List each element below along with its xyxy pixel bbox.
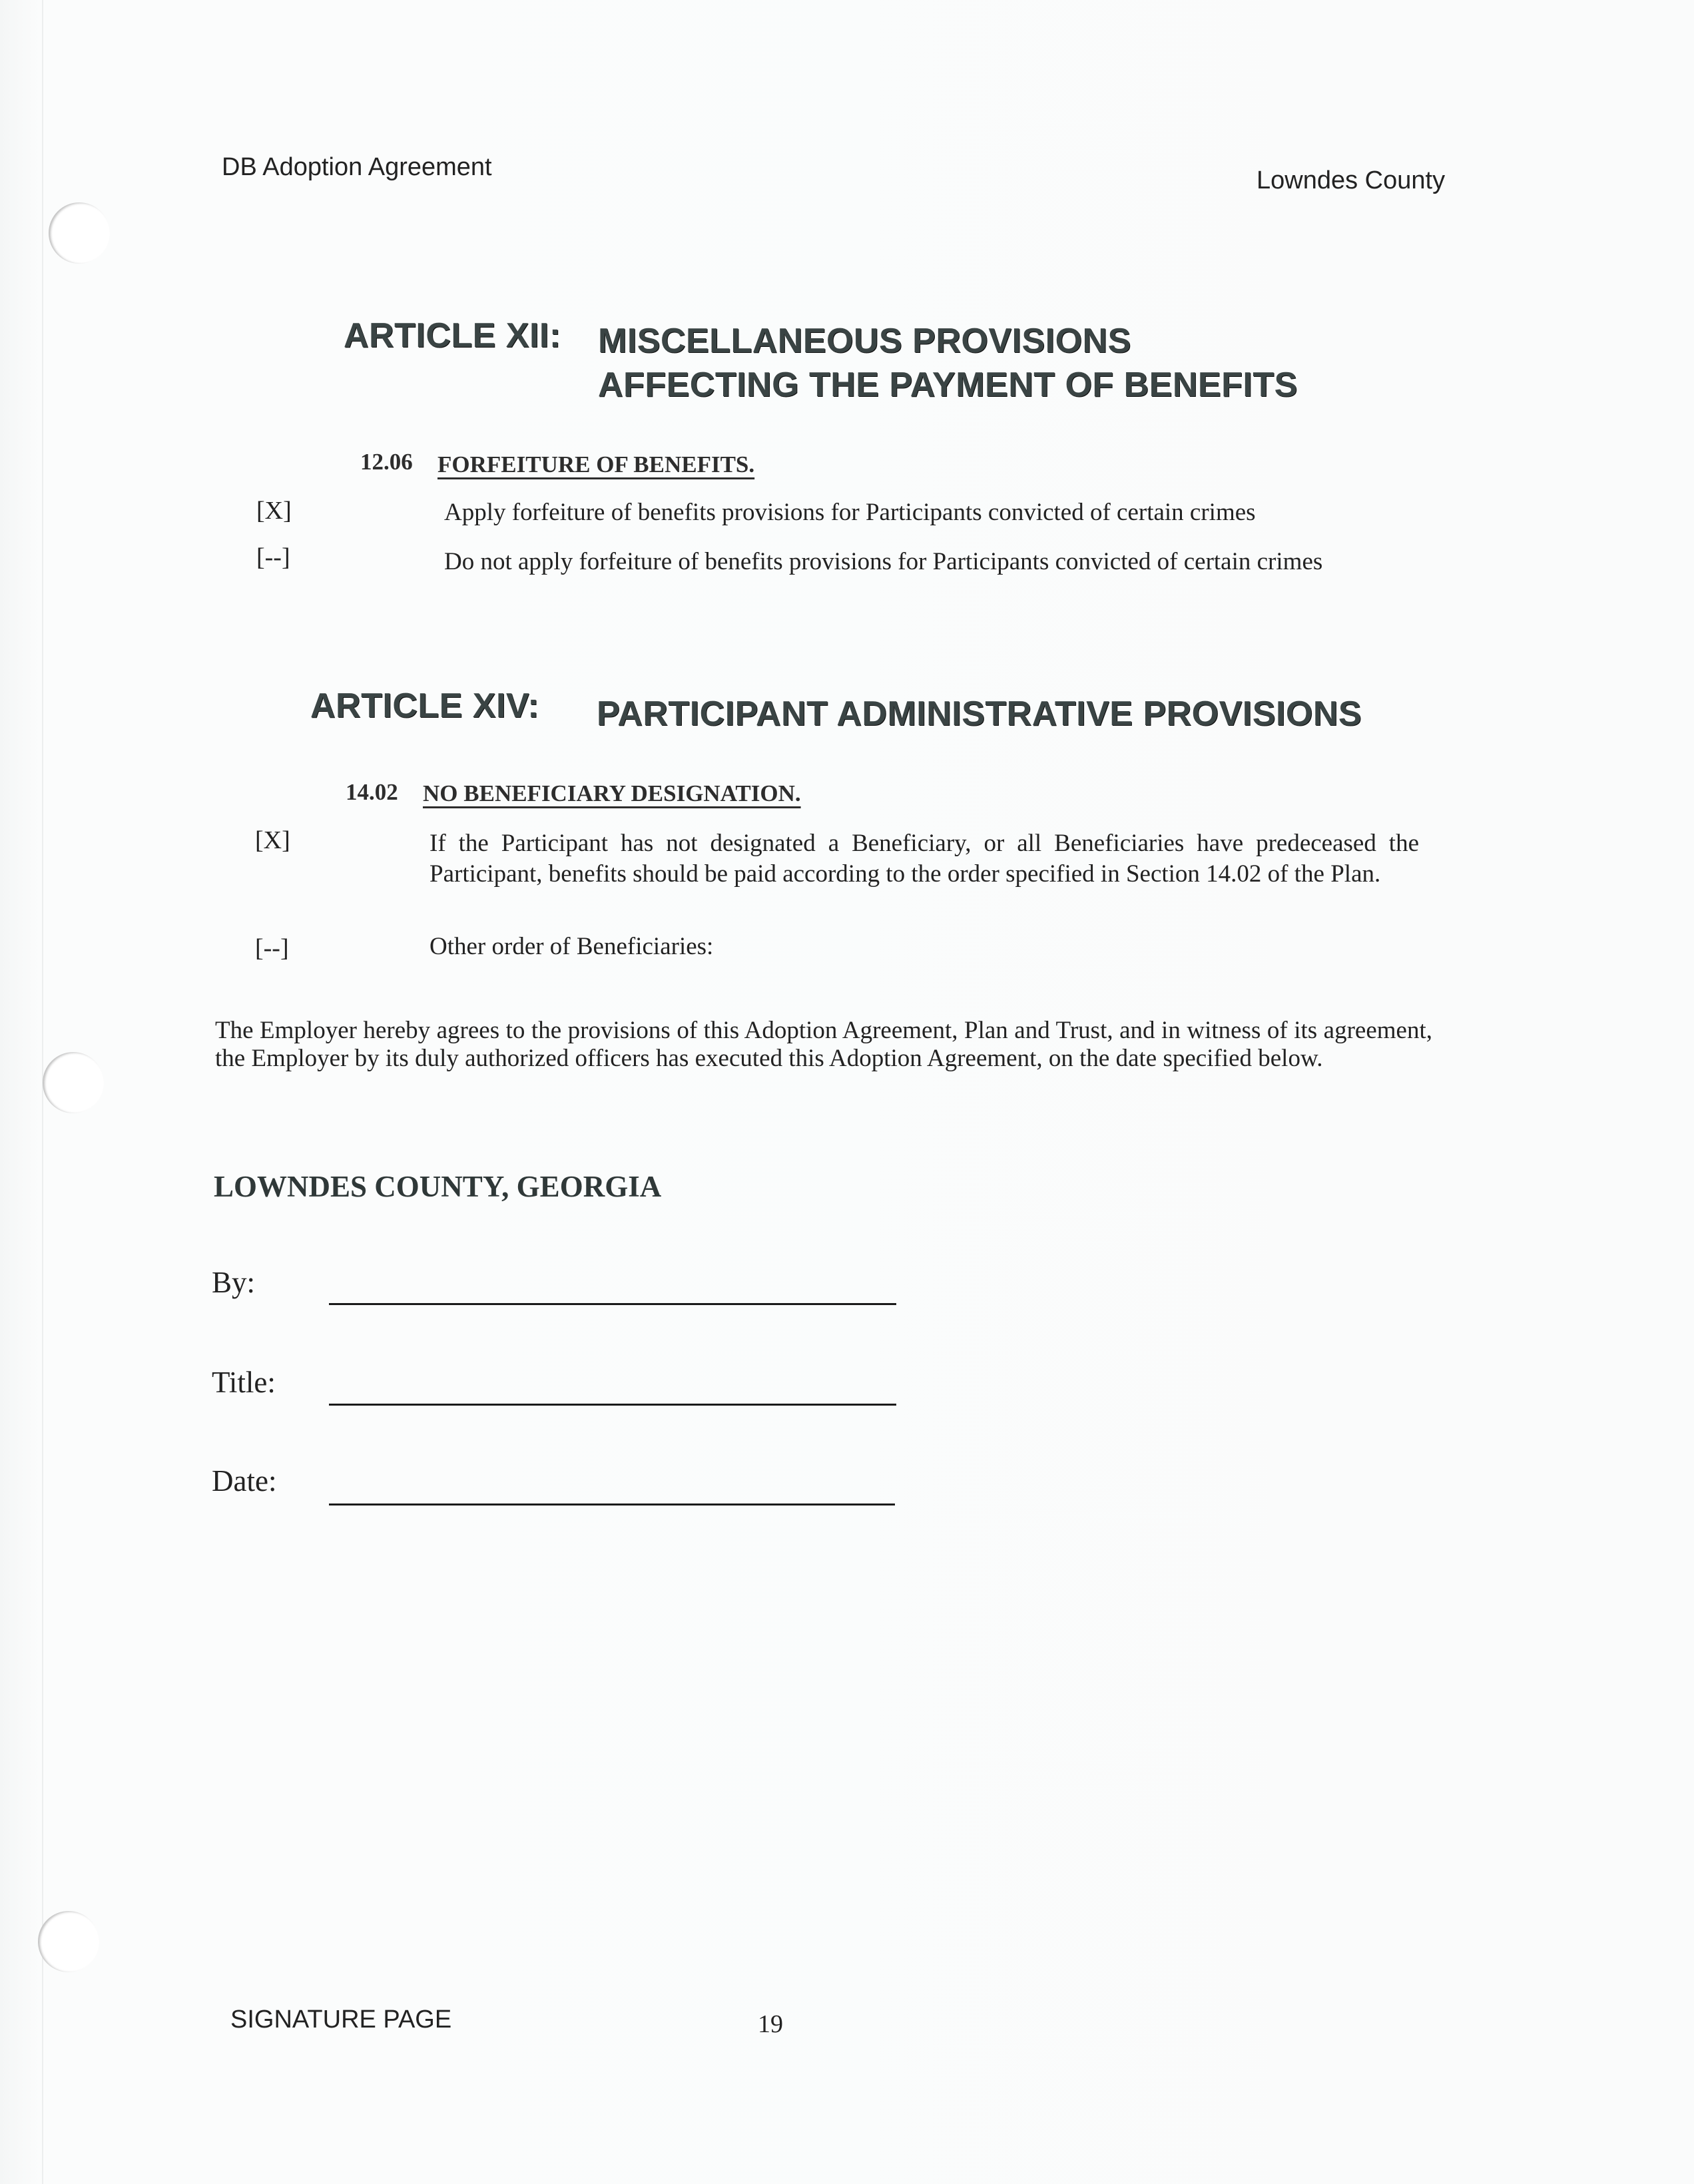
title-label: Title: xyxy=(212,1366,276,1399)
section-12-06-number: 12.06 xyxy=(360,449,413,475)
witness-statement: The Employer hereby agrees to the provisions of this Adoption Agreement, Plan and Trust, and in witness of its agreement, the Employer by its duly authorized officers has executed this Adoption Agreement, on the date specified below. xyxy=(215,1017,1432,1072)
signatory-entity: LOWNDES COUNTY, GEORGIA xyxy=(214,1170,662,1203)
option-default-beneficiary-order: If the Participant has not designated a Beneficiary, or all Beneficiaries have predeceased the Participant, benefits should be paid according to the order specified in Section 14.02 of the Plan. xyxy=(429,830,1419,888)
section-12-06-title: FORFEITURE OF BENEFITS. xyxy=(437,451,755,477)
punch-hole-bottom xyxy=(38,1911,99,1972)
article-12-title-line2: AFFECTING THE PAYMENT OF BENEFITS xyxy=(598,366,1298,404)
option-checkbox-unselected[interactable]: [--] xyxy=(256,543,290,571)
option-apply-forfeiture: Apply forfeiture of benefits provisions for Participants convicted of certain crimes xyxy=(444,499,1256,526)
scan-fold-line xyxy=(42,0,43,2184)
article-12-title-line1: MISCELLANEOUS PROVISIONS xyxy=(598,322,1131,360)
punch-hole-top xyxy=(49,202,110,264)
section-14-02-title: NO BENEFICIARY DESIGNATION. xyxy=(423,780,801,806)
by-label: By: xyxy=(212,1266,256,1299)
option-checkbox-unselected[interactable]: [--] xyxy=(255,934,289,962)
punch-hole-middle xyxy=(43,1052,104,1113)
option-other-beneficiary-order: Other order of Beneficiaries: xyxy=(429,933,714,960)
option-checkbox-selected[interactable]: [X] xyxy=(255,826,290,854)
article-14-title: PARTICIPANT ADMINISTRATIVE PROVISIONS xyxy=(597,694,1362,733)
date-signature-line[interactable] xyxy=(329,1503,895,1505)
date-label: Date: xyxy=(212,1464,277,1498)
option-do-not-apply-forfeiture: Do not apply forfeiture of benefits provisions for Participants convicted of certain crimes xyxy=(444,548,1323,575)
article-14-label: ARTICLE XIV: xyxy=(310,686,540,725)
section-14-02-number: 14.02 xyxy=(346,779,398,805)
article-12-label: ARTICLE XII: xyxy=(344,316,561,355)
footer-page-number: 19 xyxy=(758,2010,783,2038)
footer-page-label: SIGNATURE PAGE xyxy=(230,2006,452,2034)
header-document-title: DB Adoption Agreement xyxy=(222,153,492,181)
by-signature-line[interactable] xyxy=(329,1303,896,1305)
option-checkbox-selected[interactable]: [X] xyxy=(256,497,292,525)
header-employer-name: Lowndes County xyxy=(1257,166,1446,194)
title-signature-line[interactable] xyxy=(329,1404,896,1406)
